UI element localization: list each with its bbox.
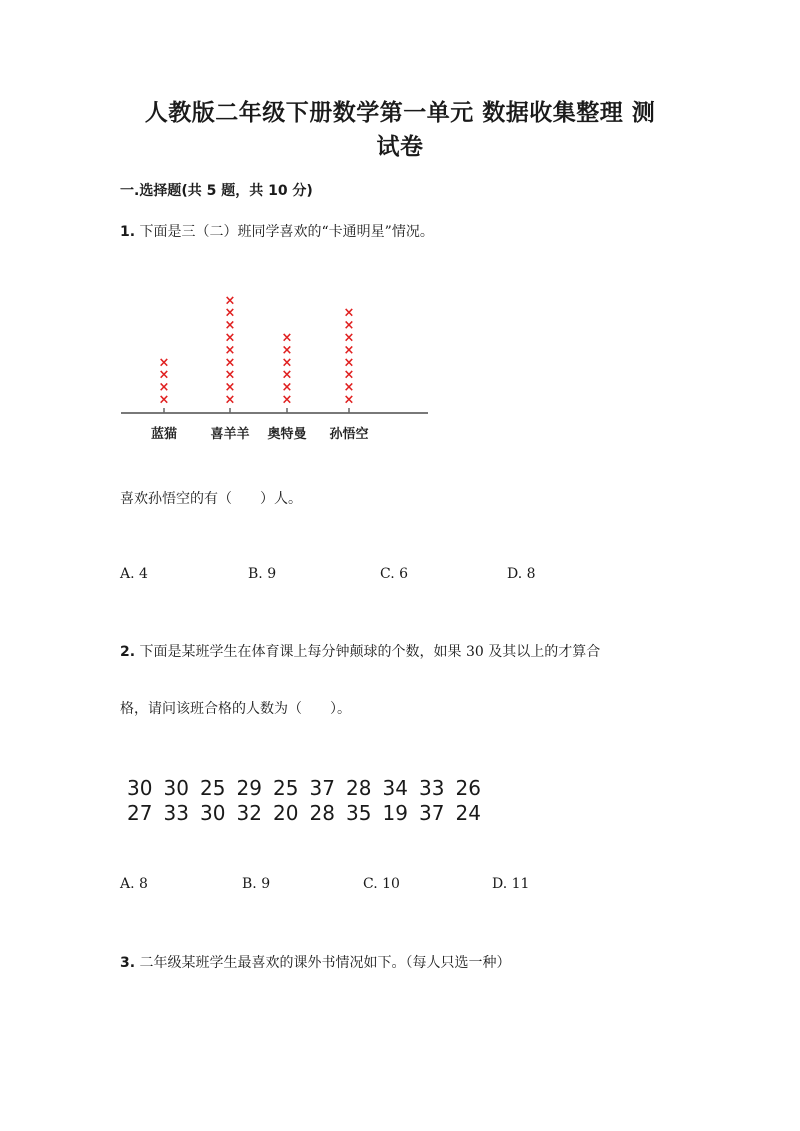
table-cell: 35 — [346, 801, 372, 825]
data-point-喜羊羊: × — [224, 342, 236, 358]
data-point-孙悟空: × — [343, 392, 355, 408]
data-point-喜羊羊: × — [224, 305, 236, 321]
data-point-喜羊羊: × — [224, 330, 236, 346]
table-cell: 37 — [419, 801, 445, 825]
q2-data-row-1 — [127, 776, 492, 801]
data-point-喜羊羊: × — [224, 380, 236, 396]
title-line-1: 人教版二年级下册数学第一单元 数据收集整理 测 — [144, 100, 656, 126]
data-point-喜羊羊: × — [224, 293, 236, 309]
data-point-孙悟空: × — [343, 305, 355, 321]
q1-option-d[interactable]: D. 8 — [507, 566, 536, 582]
q2-option-a[interactable]: A. 8 — [120, 876, 148, 892]
table-cell: 37 — [309, 776, 335, 800]
data-point-孙悟空: × — [343, 330, 355, 346]
table-cell: 26 — [455, 776, 481, 800]
q2-number: 2. — [120, 644, 136, 660]
data-point-奥特曼: × — [281, 392, 293, 408]
data-point-孙悟空: × — [343, 380, 355, 396]
q2-data-table — [127, 776, 492, 826]
q3-number: 3. — [120, 955, 136, 971]
category-label: 奥特曼 — [267, 427, 307, 442]
q1-prompt — [120, 221, 434, 241]
q2-prompt-line-1 — [120, 641, 600, 661]
table-cell: 28 — [346, 776, 372, 800]
q2-prompt-line-2: 格，请问该班合格的人数为（ ）。 — [120, 701, 351, 717]
q2-data-row-2 — [127, 801, 492, 826]
category-label: 孙悟空 — [329, 427, 369, 442]
data-point-喜羊羊: × — [224, 392, 236, 408]
table-cell: 33 — [163, 801, 189, 825]
data-point-孙悟空: × — [343, 355, 355, 371]
table-cell: 20 — [273, 801, 299, 825]
q1-text: 下面是三（二）班同学喜欢的“卡通明星”情况。 — [139, 224, 434, 240]
table-cell: 33 — [419, 776, 445, 800]
data-point-蓝猫: × — [158, 392, 170, 408]
data-point-孙悟空: × — [343, 342, 355, 358]
table-cell: 24 — [455, 801, 481, 825]
data-point-蓝猫: × — [158, 380, 170, 396]
table-cell: 30 — [127, 776, 153, 800]
q1-option-a[interactable]: A. 4 — [120, 566, 148, 582]
page-title — [120, 96, 680, 164]
table-cell: 30 — [163, 776, 189, 800]
table-cell: 30 — [200, 801, 226, 825]
q2-option-c[interactable]: C. 10 — [363, 876, 400, 892]
data-point-奥特曼: × — [281, 342, 293, 358]
data-point-喜羊羊: × — [224, 355, 236, 371]
data-point-喜羊羊: × — [224, 367, 236, 383]
q2-option-d[interactable]: D. 11 — [492, 876, 530, 892]
table-cell: 29 — [236, 776, 262, 800]
category-label: 蓝猫 — [150, 427, 178, 442]
table-cell: 32 — [236, 801, 262, 825]
q3-text: 二年级某班学生最喜欢的课外书情况如下。（每人只选一种） — [139, 955, 511, 971]
title-line-2: 试卷 — [376, 134, 424, 160]
data-point-奥特曼: × — [281, 355, 293, 371]
q1-dot-plot — [115, 285, 435, 455]
q2-text-line-1: 下面是某班学生在体育课上每分钟颠球的个数，如果 30 及其以上的才算合 — [139, 644, 601, 660]
data-point-奥特曼: × — [281, 367, 293, 383]
table-cell: 34 — [382, 776, 408, 800]
q3-prompt — [120, 952, 511, 972]
table-cell: 19 — [382, 801, 408, 825]
table-cell: 27 — [127, 801, 153, 825]
table-cell: 25 — [200, 776, 226, 800]
table-cell: 25 — [273, 776, 299, 800]
q1-question: 喜欢孙悟空的有（ ）人。 — [120, 491, 302, 507]
data-point-蓝猫: × — [158, 355, 170, 371]
category-label: 喜羊羊 — [210, 427, 250, 442]
data-point-蓝猫: × — [158, 367, 170, 383]
data-point-孙悟空: × — [343, 318, 355, 334]
q1-option-b[interactable]: B. 9 — [248, 566, 277, 582]
data-point-奥特曼: × — [281, 330, 293, 346]
data-point-喜羊羊: × — [224, 318, 236, 334]
q2-option-b[interactable]: B. 9 — [242, 876, 271, 892]
section-heading: 一.选择题(共 5 题，共 10 分) — [120, 183, 313, 199]
q1-option-c[interactable]: C. 6 — [380, 566, 409, 582]
data-point-孙悟空: × — [343, 367, 355, 383]
data-point-奥特曼: × — [281, 380, 293, 396]
q1-number: 1. — [120, 224, 136, 240]
table-cell: 28 — [309, 801, 335, 825]
